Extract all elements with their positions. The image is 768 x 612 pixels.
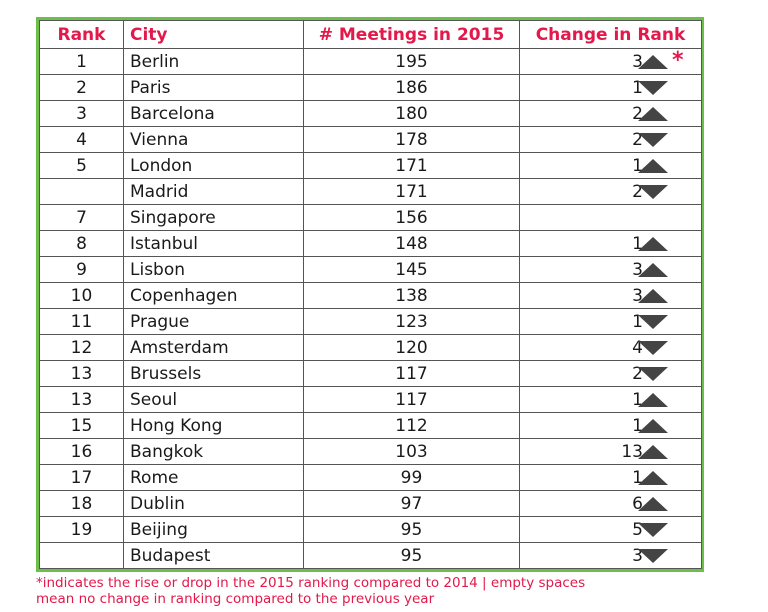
city-cell: Istanbul [124, 231, 304, 257]
city-cell: Brussels [124, 361, 304, 387]
meetings-cell: 186 [304, 75, 520, 101]
city-cell: London [124, 153, 304, 179]
change-value: 3 [632, 260, 643, 280]
footnote-line-1: *indicates the rise or drop in the 2015 ranking compared to 2014 | empty spaces [36, 575, 586, 591]
meetings-cell: 117 [304, 361, 520, 387]
city-cell: Bangkok [124, 439, 304, 465]
arrow-down-icon [638, 81, 668, 95]
change-value: 1 [632, 468, 643, 488]
change-cell [520, 361, 702, 387]
change-cell [520, 205, 702, 231]
meetings-cell: 178 [304, 127, 520, 153]
change-cell [520, 49, 702, 75]
change-value: 1 [632, 312, 643, 332]
arrow-up-icon [638, 55, 668, 69]
table-row [40, 491, 702, 517]
rank-cell: 7 [40, 205, 124, 231]
table-row [40, 439, 702, 465]
meetings-cell: 117 [304, 387, 520, 413]
table-row [40, 517, 702, 543]
rank-cell: 13 [40, 361, 124, 387]
table-row [40, 257, 702, 283]
arrow-up-icon [638, 445, 668, 459]
arrow-up-icon [638, 419, 668, 433]
meetings-cell: 148 [304, 231, 520, 257]
arrow-down-icon [638, 133, 668, 147]
city-cell: Berlin [124, 49, 304, 75]
arrow-up-icon [638, 393, 668, 407]
table-row [40, 179, 702, 205]
change-value: 2 [632, 364, 643, 384]
rank-cell: 2 [40, 75, 124, 101]
table-row [40, 465, 702, 491]
meetings-cell: 120 [304, 335, 520, 361]
city-cell: Amsterdam [124, 335, 304, 361]
meetings-cell: 123 [304, 309, 520, 335]
meetings-cell: 103 [304, 439, 520, 465]
change-value: 3 [632, 546, 643, 566]
meetings-cell: 171 [304, 179, 520, 205]
city-cell: Beijing [124, 517, 304, 543]
rank-cell: 19 [40, 517, 124, 543]
meetings-cell: 112 [304, 413, 520, 439]
city-cell: Barcelona [124, 101, 304, 127]
arrow-up-icon [638, 497, 668, 511]
table-row [40, 205, 702, 231]
city-cell: Copenhagen [124, 283, 304, 309]
table-row [40, 127, 702, 153]
city-cell: Prague [124, 309, 304, 335]
arrow-down-icon [638, 523, 668, 537]
change-cell [520, 387, 702, 413]
rank-cell: 11 [40, 309, 124, 335]
change-value: 1 [632, 390, 643, 410]
change-cell [520, 517, 702, 543]
arrow-down-icon [638, 315, 668, 329]
meetings-cell: 99 [304, 465, 520, 491]
header-change: Change in Rank [520, 21, 702, 49]
city-cell: Budapest [124, 543, 304, 569]
rank-cell [40, 179, 124, 205]
change-cell [520, 543, 702, 569]
table-row [40, 49, 702, 75]
rank-cell [40, 543, 124, 569]
table-row [40, 413, 702, 439]
change-cell [520, 179, 702, 205]
rank-cell: 5 [40, 153, 124, 179]
change-cell [520, 335, 702, 361]
table-row [40, 387, 702, 413]
city-cell: Vienna [124, 127, 304, 153]
city-cell: Dublin [124, 491, 304, 517]
meetings-cell: 95 [304, 517, 520, 543]
rank-cell: 17 [40, 465, 124, 491]
table-row [40, 283, 702, 309]
change-value: 6 [632, 494, 643, 514]
arrow-up-icon [638, 289, 668, 303]
rank-cell: 3 [40, 101, 124, 127]
city-cell: Seoul [124, 387, 304, 413]
arrow-down-icon [638, 185, 668, 199]
rank-cell: 8 [40, 231, 124, 257]
rank-cell: 4 [40, 127, 124, 153]
table-row [40, 101, 702, 127]
change-cell [520, 153, 702, 179]
change-value: 1 [632, 234, 643, 254]
change-cell [520, 491, 702, 517]
table-row [40, 335, 702, 361]
meetings-cell: 97 [304, 491, 520, 517]
table-row [40, 543, 702, 569]
change-value: 2 [632, 182, 643, 202]
header-rank: Rank [40, 21, 124, 49]
ranking-table-frame [36, 17, 704, 572]
change-value: 4 [632, 338, 643, 358]
change-cell [520, 75, 702, 101]
meetings-cell: 95 [304, 543, 520, 569]
header-meetings: # Meetings in 2015 [304, 21, 520, 49]
arrow-up-icon [638, 159, 668, 173]
rank-cell: 15 [40, 413, 124, 439]
rank-cell: 1 [40, 49, 124, 75]
footnote-line-2: mean no change in ranking compared to the previous year [36, 591, 435, 607]
change-cell [520, 231, 702, 257]
table-row [40, 361, 702, 387]
footnote [36, 575, 585, 607]
change-value: 3 [632, 286, 643, 306]
rank-cell: 16 [40, 439, 124, 465]
arrow-up-icon [638, 263, 668, 277]
arrow-down-icon [638, 341, 668, 355]
change-cell [520, 283, 702, 309]
arrow-up-icon [638, 107, 668, 121]
change-value: 1 [632, 156, 643, 176]
change-value: 3 [632, 52, 643, 72]
change-cell [520, 309, 702, 335]
change-value: 1 [632, 416, 643, 436]
arrow-up-icon [638, 237, 668, 251]
asterisk-marker: * [672, 48, 684, 73]
city-cell: Lisbon [124, 257, 304, 283]
change-value: 13 [621, 442, 643, 462]
rank-cell: 12 [40, 335, 124, 361]
meetings-cell: 180 [304, 101, 520, 127]
arrow-up-icon [638, 471, 668, 485]
table-row [40, 231, 702, 257]
meetings-cell: 145 [304, 257, 520, 283]
meetings-cell: 138 [304, 283, 520, 309]
change-cell [520, 413, 702, 439]
header-city: City [124, 21, 304, 49]
change-cell [520, 439, 702, 465]
change-value: 5 [632, 520, 643, 540]
table-row [40, 309, 702, 335]
change-value: 2 [632, 130, 643, 150]
city-cell: Paris [124, 75, 304, 101]
meetings-cell: 171 [304, 153, 520, 179]
arrow-down-icon [638, 367, 668, 381]
rank-cell: 9 [40, 257, 124, 283]
arrow-down-icon [638, 549, 668, 563]
city-cell: Hong Kong [124, 413, 304, 439]
change-cell [520, 127, 702, 153]
meetings-cell: 156 [304, 205, 520, 231]
change-cell [520, 465, 702, 491]
change-value: 2 [632, 104, 643, 124]
city-cell: Singapore [124, 205, 304, 231]
rank-cell: 10 [40, 283, 124, 309]
table-row [40, 75, 702, 101]
change-value: 1 [632, 78, 643, 98]
change-cell [520, 257, 702, 283]
table-header-row [40, 21, 702, 49]
rank-cell: 13 [40, 387, 124, 413]
table-row [40, 153, 702, 179]
change-cell [520, 101, 702, 127]
city-cell: Madrid [124, 179, 304, 205]
ranking-table [39, 20, 702, 569]
meetings-cell: 195 [304, 49, 520, 75]
rank-cell: 18 [40, 491, 124, 517]
city-cell: Rome [124, 465, 304, 491]
